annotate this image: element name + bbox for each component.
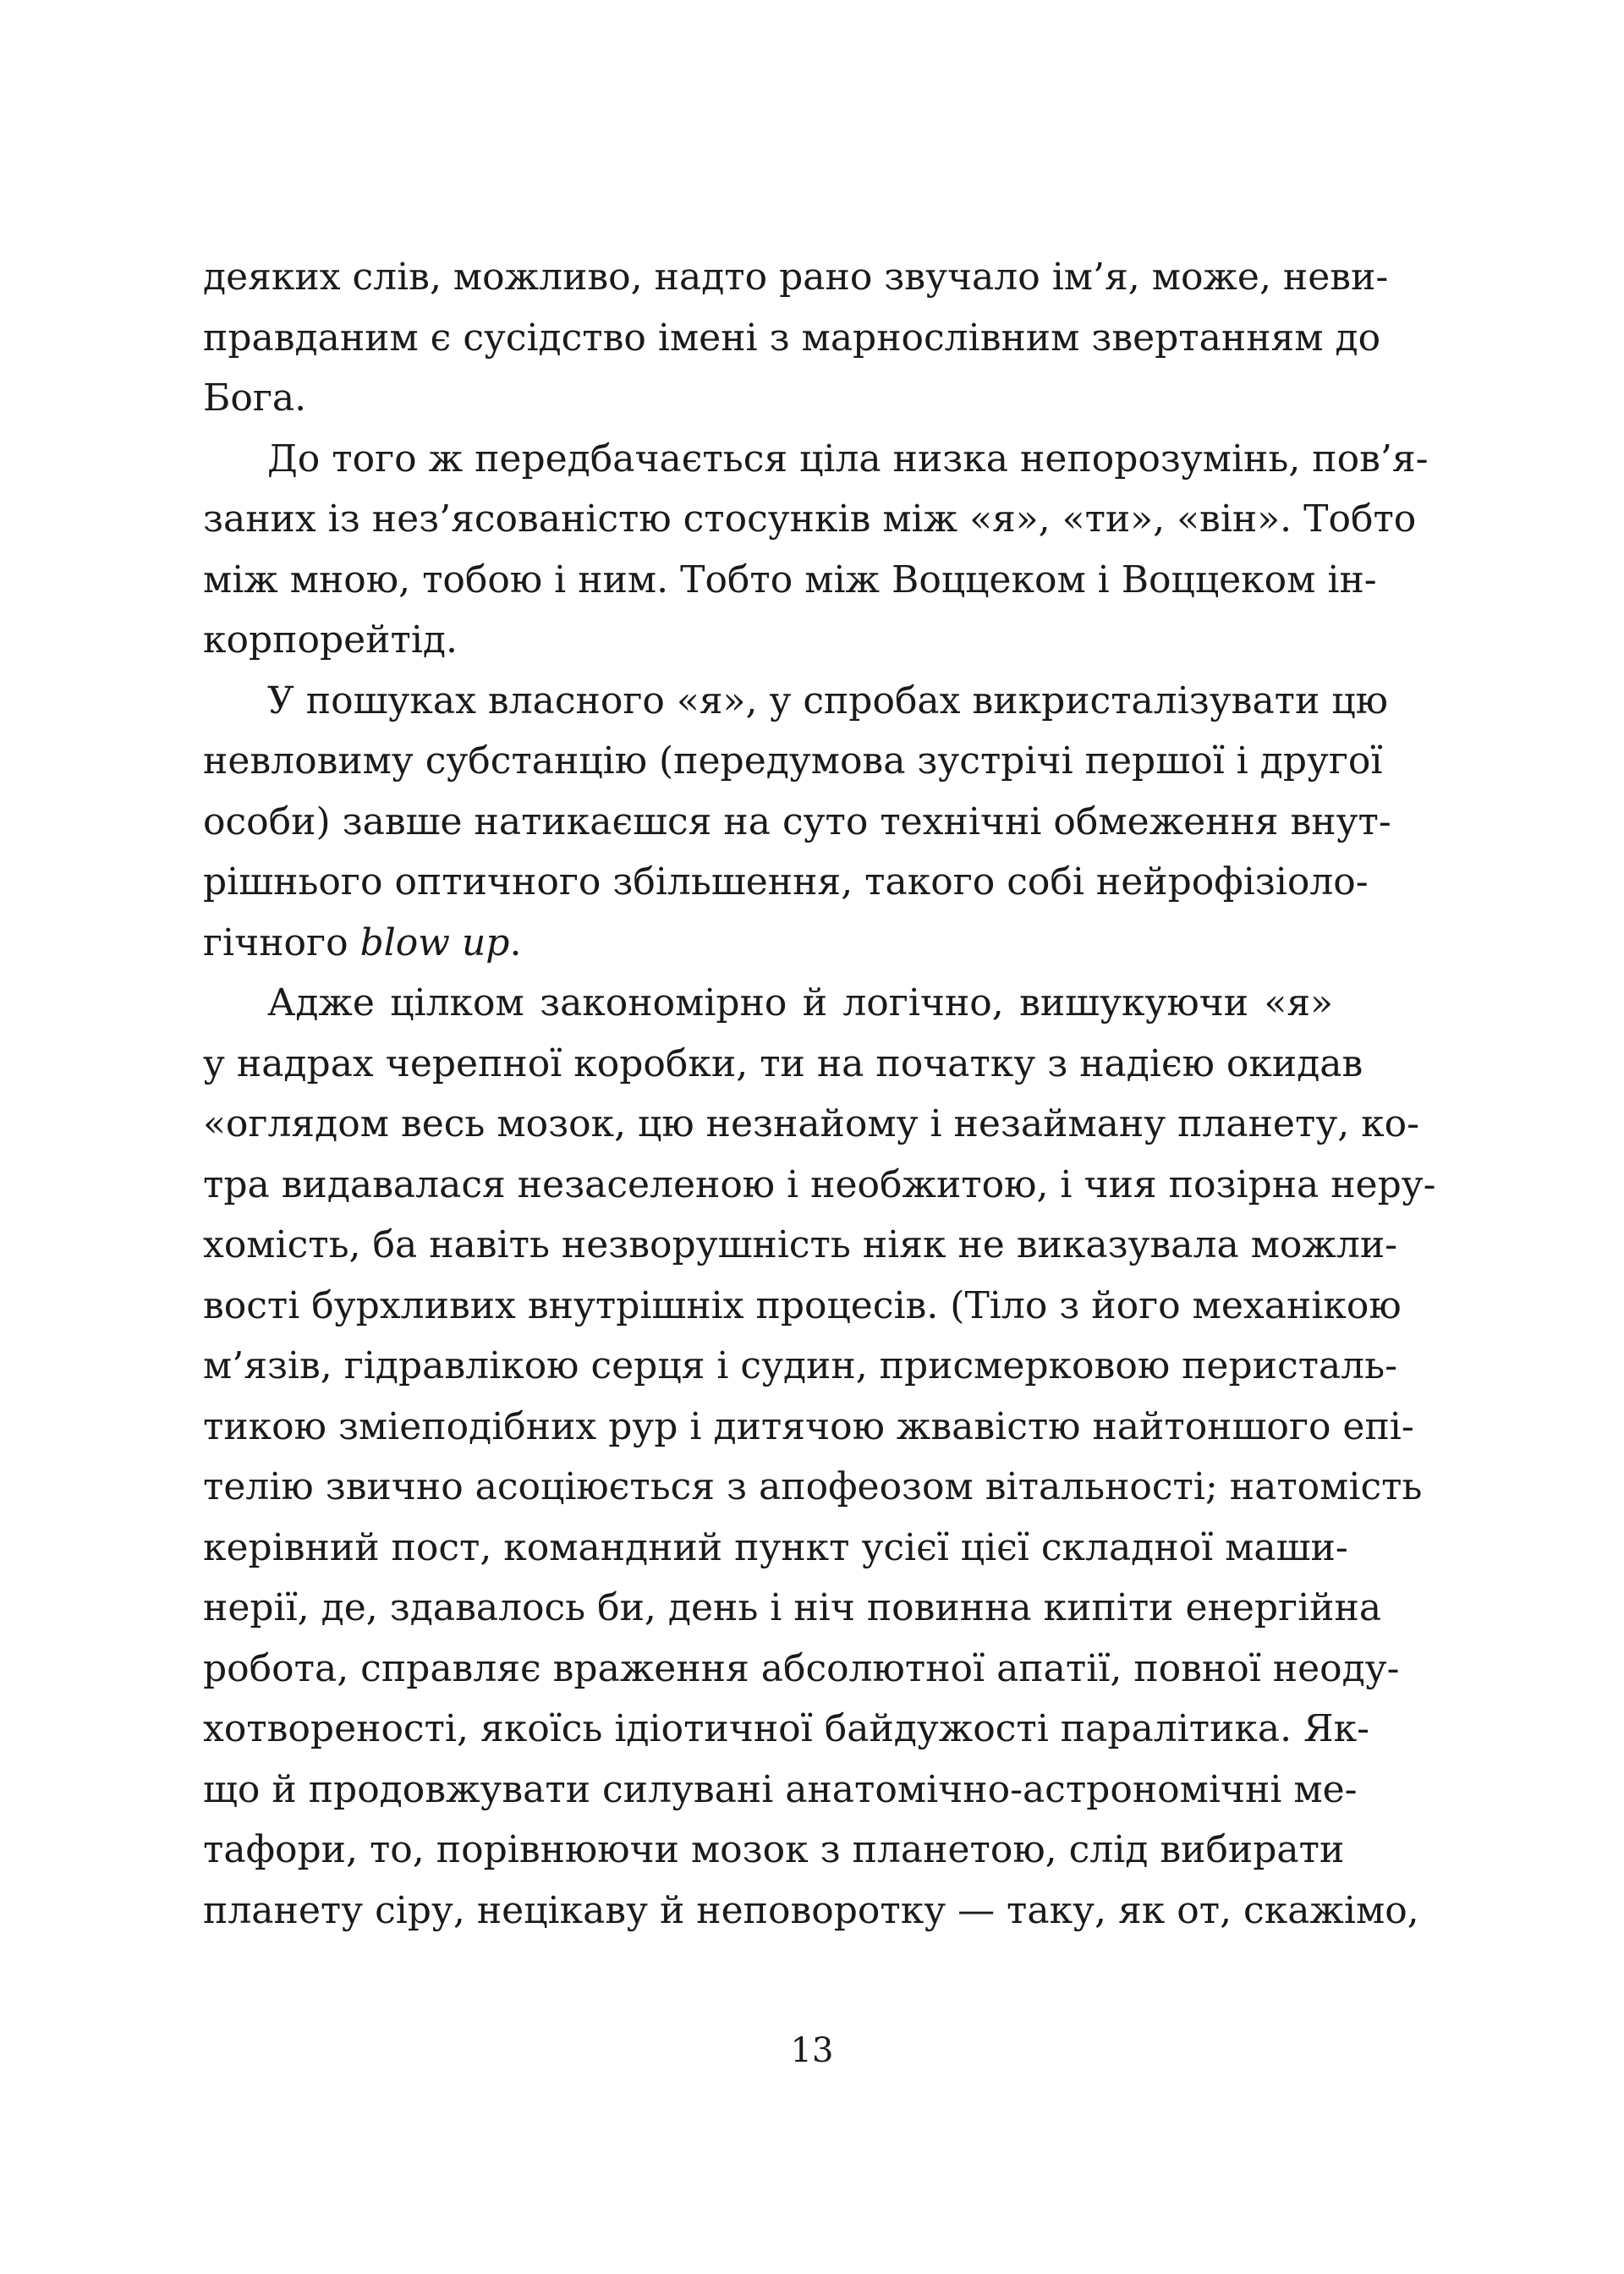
text-line: У пошуках власного «я», у спробах викристалізувати цю — [267, 678, 1388, 722]
text-line: правданим є сусідство імені з марнослівним звертанням до — [203, 316, 1381, 360]
text-line: Бога. — [203, 376, 307, 420]
text-line: хотвореності, якоїсь ідіотичної байдужості паралітика. Як- — [203, 1707, 1370, 1750]
text-line: корпорейтід. — [203, 618, 458, 662]
text-line: телію звично асоціюється з апофеозом вітальності; натомість — [203, 1465, 1423, 1508]
text-fragment: . — [509, 920, 522, 964]
text-line: робота, справляє враження абсолютної апатії, повної неоду- — [203, 1646, 1400, 1690]
text-line: Адже цілком закономірно й логічно, вишукуючи «я» — [267, 981, 1333, 1024]
text-line: що й продовжувати силувані анатомічно-астрономічні ме- — [203, 1767, 1358, 1811]
text-line: нерії, де, здавалось би, день і ніч повинна кипіти енергійна — [203, 1586, 1382, 1629]
text-line: деяких слів, можливо, надто рано звучало ім’я, може, неви- — [203, 255, 1389, 299]
text-line: невловиму субстанцію (передумова зустрічі першої і другої — [203, 739, 1383, 783]
text-line: «оглядом весь мозок, цю незнайому і незайману планету, ко- — [203, 1102, 1420, 1145]
text-line: тикою зміеподібних рур і дитячою жвавістю найтоншого епі- — [203, 1404, 1414, 1448]
text-line: хомість, ба навіть незворушність ніяк не виказувала можли- — [203, 1223, 1398, 1266]
text-line: планету сіру, нецікаву й неповоротку — таку, як от, скажімо, — [203, 1888, 1419, 1932]
text-line: особи) завше натикаєшся на суто технічні обмеження внут- — [203, 799, 1391, 843]
text-line: у надрах черепної коробки, ти на початку з надією окидав — [203, 1041, 1363, 1085]
text-fragment: гічного — [203, 920, 360, 964]
body-text — [203, 247, 1436, 1941]
text-line: До того ж передбачається ціла низка непорозумінь, пов’я- — [267, 437, 1429, 481]
text-line: керівний пост, командний пункт усієї цієї складної маши- — [203, 1525, 1348, 1569]
text-line: вості бурхливих внутрішніх процесів. (Тіло з його механікою — [203, 1283, 1402, 1327]
text-line — [203, 913, 1333, 974]
text-line: заних із нез’ясованістю стосунків між «я», «ти», «він». Тобто — [203, 497, 1417, 541]
text-line: тафори, то, порівнюючи мозок з планетою, слід вибирати — [203, 1828, 1345, 1871]
italic-term: blow up — [359, 920, 510, 964]
text-line: м’язів, гідравлікою серця і судин, присмерковою перисталь- — [203, 1344, 1397, 1387]
text-line: рішнього оптичного збільшення, такого собі нейрофізіоло- — [203, 860, 1369, 904]
text-line: між мною, тобою і ним. Тобто між Воццеком і Воццеком ін- — [203, 558, 1377, 601]
page-number: 13 — [790, 2031, 834, 2070]
text-line: тра видавалася незаселеною і необжитою, і чия позірна неру- — [203, 1162, 1436, 1206]
